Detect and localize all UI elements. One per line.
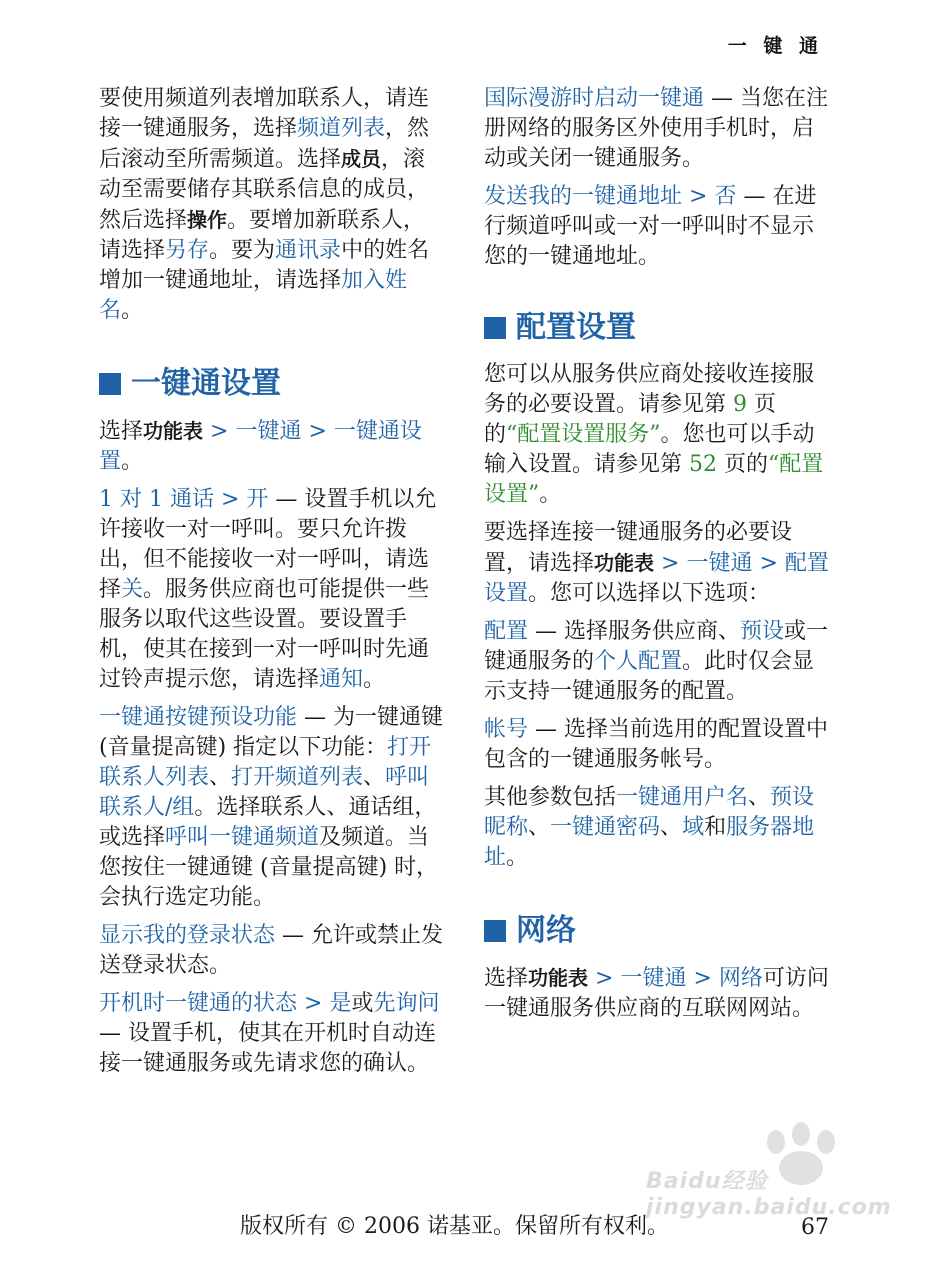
running-header: 一 键 通 xyxy=(727,35,823,57)
page-ref-9[interactable]: 9 xyxy=(733,392,747,417)
link-send-ptt-address[interactable]: 发送我的一键通地址 xyxy=(484,184,683,209)
config-intro-paragraph: 您可以从服务供应商处接收连接服务的必要设置。请参见第 9 页的“配置设置服务”。您也可以手动输入设置。请参见第 52 页的“配置设置”。 xyxy=(484,362,824,507)
link-ptt-status-startup[interactable]: 开机时一键通的状态 xyxy=(99,991,298,1016)
roaming-paragraph: 国际漫游时启动一键通 — 当您在注册网络的服务区外使用手机时，启动或关闭一键通服务。 xyxy=(484,86,829,171)
section-bullet-icon xyxy=(99,373,121,395)
link-one-to-one-call[interactable]: 1 对 1 通话 xyxy=(99,487,214,512)
link-open-contacts-list[interactable]: 打开联系人列表 xyxy=(99,735,432,790)
link-network[interactable]: 网络 xyxy=(718,966,763,991)
link-off[interactable]: 关 xyxy=(121,577,144,602)
other-params-paragraph: 其他参数包括一键通用户名、预设昵称、一键通密码、域和服务器地址。 xyxy=(484,785,815,870)
link-add-name[interactable]: 加入姓名 xyxy=(99,268,408,323)
config-option-paragraph: 配置 — 选择服务供应商、预设或一键通服务的个人配置。此时仅会显示支持一键通服务的配置。 xyxy=(484,619,829,704)
link-config[interactable]: 配置 xyxy=(484,619,529,644)
link-ptt[interactable]: 一键通 xyxy=(235,419,302,444)
link-call-contact-group[interactable]: 呼叫联系人/组 xyxy=(99,765,430,820)
ptt-key-paragraph: 一键通按键预设功能 — 为一键通键 (音量提高键) 指定以下功能：打开联系人列表、打开频道列表、呼叫联系人/组。选择联系人、通话组，或选择呼叫一键通频道及频道。当您按住一键通键 (音量提高键) 时，会执行选定功能。 xyxy=(99,705,444,910)
section-heading-network: 网络 xyxy=(484,911,829,951)
link-default[interactable]: 预设 xyxy=(740,619,785,644)
link-on[interactable]: 开 xyxy=(246,487,269,512)
link-ptt-settings[interactable]: 一键通设置 xyxy=(99,419,422,474)
link-show-login-status[interactable]: 显示我的登录状态 xyxy=(99,923,276,948)
link-ask-first[interactable]: 先询问 xyxy=(373,991,440,1016)
network-paragraph: 选择功能表 > 一键通 > 网络可访问一键通服务供应商的互联网网站。 xyxy=(484,966,829,1021)
link-config-settings[interactable]: 配置设置 xyxy=(484,551,829,606)
link-account[interactable]: 帐号 xyxy=(484,717,529,742)
link-yes[interactable]: 是 xyxy=(329,991,352,1016)
section-bullet-icon xyxy=(484,317,506,339)
link-notify[interactable]: 通知 xyxy=(319,667,364,692)
page-ref-52[interactable]: 52 xyxy=(689,452,717,477)
link-personal-config[interactable]: 个人配置 xyxy=(594,649,683,674)
watermark-text: Baidu经验 jingyan.baidu.com xyxy=(646,1169,892,1220)
left-column xyxy=(99,84,444,1087)
copyright-footer: 版权所有 © 2006 诺基亚。保留所有权利。 xyxy=(240,1214,669,1239)
link-ptt-3[interactable]: 一键通 xyxy=(620,966,687,991)
link-save-as[interactable]: 另存 xyxy=(165,238,210,263)
right-column xyxy=(484,84,829,1032)
xref-config-service[interactable]: “配置设置服务” xyxy=(506,422,661,447)
send-address-paragraph: 发送我的一键通地址 > 否 — 在进行频道呼叫或一对一呼叫时不显示您的一键通地址。 xyxy=(484,184,817,269)
link-server-address[interactable]: 服务器地址 xyxy=(484,815,815,870)
section-heading-ptt-settings: 一键通设置 xyxy=(99,364,444,404)
xref-config-settings[interactable]: “配置设置” xyxy=(484,452,824,507)
intro-paragraph: 要使用频道列表增加联系人，请连接一键通服务，选择频道列表，然后滚动至所需频道。选择成员，滚动至需要储存其联系信息的成员，然后选择操作。要增加新联系人，请选择另存。要为通讯录中的姓名增加一键通地址，请选择加入姓名。 xyxy=(99,86,430,323)
link-open-channel-list[interactable]: 打开频道列表 xyxy=(231,765,364,790)
section-bullet-icon xyxy=(484,920,506,942)
section-heading-config: 配置设置 xyxy=(484,308,829,348)
account-paragraph: 帐号 — 选择当前选用的配置设置中包含的一键通服务帐号。 xyxy=(484,717,829,772)
watermark-logo xyxy=(646,1120,892,1220)
startup-status-paragraph: 开机时一键通的状态 > 是或先询问 — 设置手机，使其在开机时自动连接一键通服务或先请求您的确认。 xyxy=(99,991,440,1076)
link-channel-list[interactable]: 频道列表 xyxy=(297,116,386,141)
link-domain[interactable]: 域 xyxy=(682,815,705,840)
link-roaming-ptt[interactable]: 国际漫游时启动一键通 xyxy=(484,86,705,111)
config-path-paragraph: 要选择连接一键通服务的必要设置，请选择功能表 > 一键通 > 配置设置。您可以选择以下选项： xyxy=(484,520,829,606)
link-ptt-username[interactable]: 一键通用户名 xyxy=(616,785,749,810)
one-to-one-call-paragraph: 1 对 1 通话 > 开 — 设置手机以允许接收一对一呼叫。要只允许拨出，但不能接收一对一呼叫，请选择关。服务供应商也可能提供一些服务以取代这些设置。要设置手机，使其在接到一对一呼叫时先通过铃声提示您，请选择通知。 xyxy=(99,487,437,692)
link-call-ptt-channel[interactable]: 呼叫一键通频道 xyxy=(165,825,320,850)
link-ptt-2[interactable]: 一键通 xyxy=(686,551,753,576)
menu-path-ptt-settings: 选择功能表 > 一键通 > 一键通设置。 xyxy=(99,419,422,474)
link-ptt-password[interactable]: 一键通密码 xyxy=(550,815,661,840)
link-contacts[interactable]: 通讯录 xyxy=(275,238,342,263)
link-default-nickname[interactable]: 预设昵称 xyxy=(484,785,815,840)
link-ptt-key-default[interactable]: 一键通按键预设功能 xyxy=(99,705,298,730)
login-status-paragraph: 显示我的登录状态 — 允许或禁止发送登录状态。 xyxy=(99,923,444,978)
page-number: 67 xyxy=(801,1215,829,1240)
link-no[interactable]: 否 xyxy=(714,184,737,209)
